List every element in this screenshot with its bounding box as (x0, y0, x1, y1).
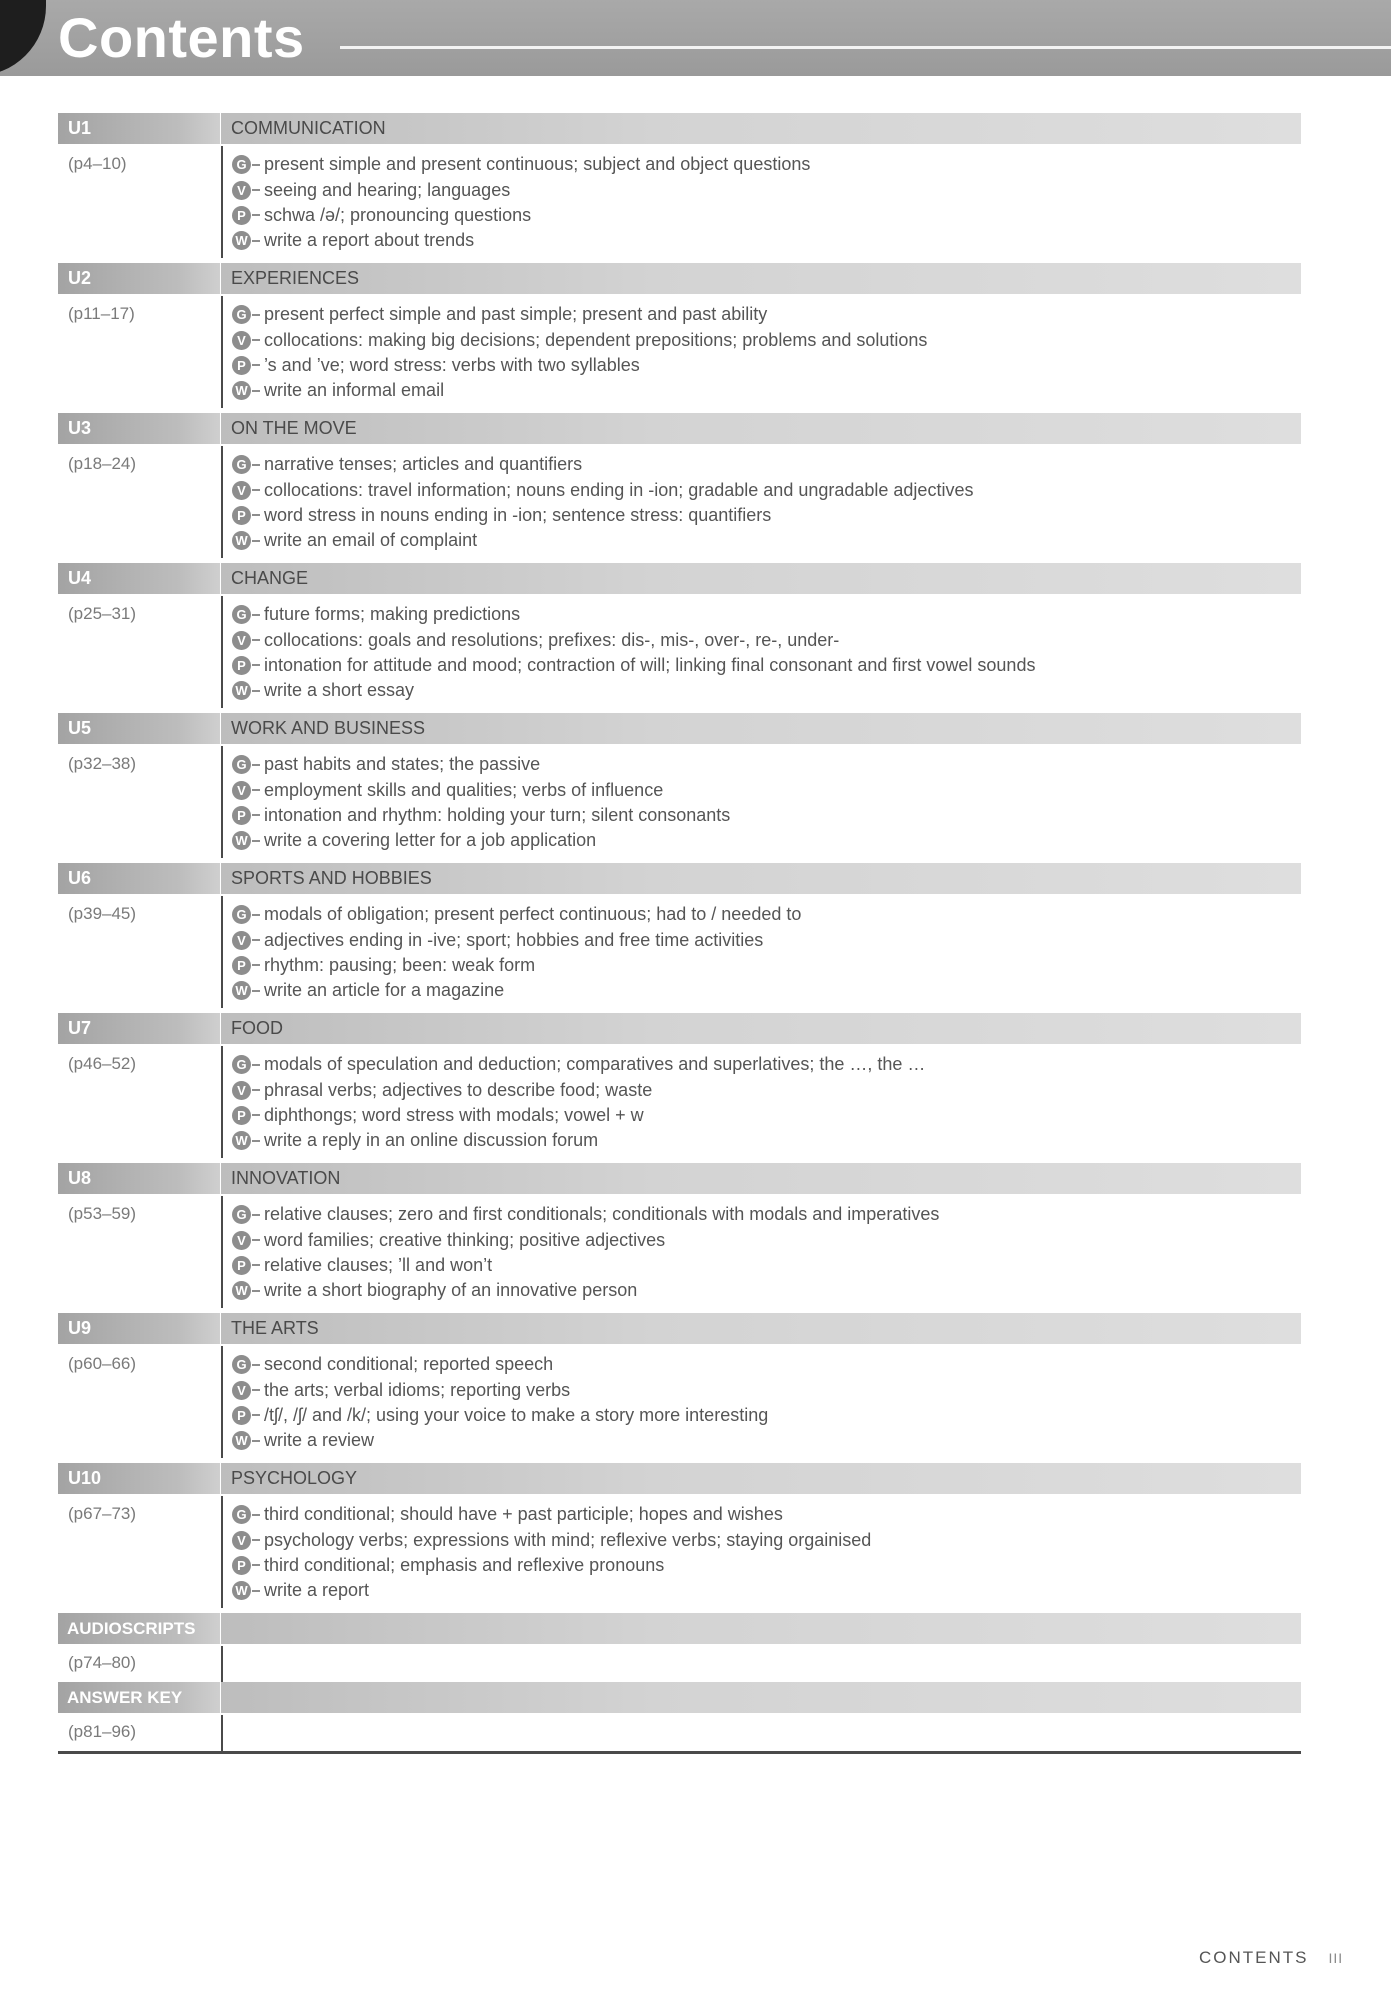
vocabulary-icon (232, 481, 264, 500)
unit-title: COMMUNICATION (221, 113, 1301, 144)
writing-icon (232, 1131, 264, 1150)
pronunciation-icon (232, 1556, 264, 1575)
unit-code: U4 (58, 563, 220, 594)
topic-text: word families; creative thinking; positive adjectives (264, 1229, 666, 1250)
topic-item (232, 1352, 768, 1377)
topic-item (232, 927, 801, 952)
topic-text: modals of obligation; present perfect continuous; had to / needed to (264, 904, 802, 925)
vocabulary-icon (232, 1231, 264, 1250)
topic-item (232, 528, 973, 553)
topic-text: schwa /ə/; pronouncing questions (264, 204, 532, 225)
icon-dash (252, 540, 260, 542)
topic-item (232, 1377, 768, 1402)
topic-text: word stress in nouns ending in -ion; sentence stress: quantifiers (264, 504, 772, 525)
vocabulary-icon (232, 781, 264, 800)
topic-item (232, 803, 730, 828)
vocabulary-icon (232, 1381, 264, 1400)
topic-text: write a review (264, 1430, 375, 1451)
topic-text: psychology verbs; expressions with mind; reflexive verbs; staying orgainised (264, 1529, 872, 1550)
topic-text: collocations: goals and resolutions; prefixes: dis-, mis-, over-, re-, under- (264, 629, 840, 650)
topic-item (232, 203, 810, 228)
icon-dash (252, 214, 260, 216)
unit-divider (221, 446, 223, 558)
icon-letter: V (232, 781, 251, 800)
table-bottom-rule (58, 1751, 1301, 1754)
topic-item (232, 1578, 871, 1603)
topic-item (232, 1052, 925, 1077)
icon-dash (252, 1239, 260, 1241)
pronunciation-icon (232, 656, 264, 675)
unit-items (232, 152, 810, 254)
icon-letter: P (232, 656, 251, 675)
unit-pages: (p11–17) (68, 304, 135, 323)
icon-letter: W (232, 1131, 251, 1150)
grammar-icon (232, 1055, 264, 1074)
pronunciation-icon (232, 506, 264, 525)
topic-item (232, 602, 1035, 627)
topic-item (232, 152, 810, 177)
pronunciation-icon (232, 356, 264, 375)
page-header (0, 0, 1391, 76)
icon-letter: G (232, 155, 251, 174)
icon-dash (252, 189, 260, 191)
icon-dash (252, 1389, 260, 1391)
icon-dash (252, 514, 260, 516)
topic-text: /tʃ/, /ʃ/ and /k/; using your voice to make a story more interesting (264, 1404, 769, 1425)
icon-dash (252, 840, 260, 842)
icon-dash (252, 1564, 260, 1566)
icon-letter: V (232, 931, 251, 950)
unit-divider (221, 146, 223, 258)
topic-text: third conditional; emphasis and reflexive pronouns (264, 1554, 665, 1575)
pronunciation-icon (232, 956, 264, 975)
unit-items (232, 1052, 925, 1154)
writing-icon (232, 1581, 264, 1600)
topic-item (232, 828, 730, 853)
icon-letter: V (232, 181, 251, 200)
header-rule (340, 46, 1391, 49)
unit-pages: (p25–31) (68, 604, 137, 623)
section-pages: (p81–96) (68, 1722, 137, 1741)
topic-text: present perfect simple and past simple; present and past ability (264, 304, 768, 325)
unit-title: FOOD (221, 1013, 1301, 1044)
icon-dash (252, 339, 260, 341)
icon-dash (252, 1514, 260, 1516)
unit-title: PSYCHOLOGY (221, 1463, 1301, 1494)
icon-dash (252, 1114, 260, 1116)
topic-text: rhythm: pausing; been: weak form (264, 954, 536, 975)
grammar-icon (232, 1505, 264, 1524)
icon-letter: G (232, 1355, 251, 1374)
topic-text: write a report (264, 1580, 370, 1601)
unit-title: SPORTS AND HOBBIES (221, 863, 1301, 894)
unit-title: ON THE MOVE (221, 413, 1301, 444)
grammar-icon (232, 1355, 264, 1374)
topic-text: present simple and present continuous; subject and object questions (264, 154, 811, 175)
topic-text: relative clauses; zero and first conditionals; conditionals with modals and imperatives (264, 1204, 940, 1225)
topic-item (232, 1403, 768, 1428)
icon-dash (252, 1414, 260, 1416)
topic-item (232, 1502, 871, 1527)
icon-letter: P (232, 1256, 251, 1275)
icon-letter: V (232, 331, 251, 350)
icon-dash (252, 1440, 260, 1442)
section-row (58, 1682, 1301, 1751)
writing-icon (232, 1281, 264, 1300)
topic-text: write a report about trends (264, 230, 475, 251)
vocabulary-icon (232, 631, 264, 650)
unit-row (58, 1313, 1301, 1463)
topic-text: ’s and ’ve; word stress: verbs with two syllables (264, 354, 640, 375)
section-title-bar (221, 1613, 1301, 1644)
topic-item (232, 1103, 925, 1128)
topic-item (232, 228, 810, 253)
icon-dash (252, 1590, 260, 1592)
icon-letter: W (232, 231, 251, 250)
page-footer (1199, 1948, 1343, 1968)
topic-item (232, 1553, 871, 1578)
section-divider (221, 1715, 223, 1751)
grammar-icon (232, 905, 264, 924)
page-title: Contents (58, 6, 305, 69)
unit-divider (221, 746, 223, 858)
icon-letter: P (232, 506, 251, 525)
topic-item (232, 1077, 925, 1102)
topic-item (232, 653, 1035, 678)
page-number: III (1328, 1950, 1344, 1966)
icon-dash (252, 240, 260, 242)
unit-title: EXPERIENCES (221, 263, 1301, 294)
icon-letter: P (232, 1106, 251, 1125)
icon-dash (252, 1064, 260, 1066)
pronunciation-icon (232, 1406, 264, 1425)
unit-row (58, 713, 1301, 863)
icon-dash (252, 1290, 260, 1292)
icon-dash (252, 789, 260, 791)
writing-icon (232, 531, 264, 550)
unit-code: U6 (58, 863, 220, 894)
unit-title: INNOVATION (221, 1163, 1301, 1194)
icon-dash (252, 1089, 260, 1091)
topic-item (232, 902, 801, 927)
icon-dash (252, 1214, 260, 1216)
icon-letter: P (232, 956, 251, 975)
unit-items (232, 752, 730, 854)
unit-items (232, 302, 927, 404)
topic-text: modals of speculation and deduction; comparatives and superlatives; the …, the … (264, 1054, 926, 1075)
icon-letter: G (232, 305, 251, 324)
unit-items (232, 1502, 871, 1604)
unit-title: CHANGE (221, 563, 1301, 594)
section-code: AUDIOSCRIPTS (58, 1613, 220, 1644)
icon-dash (252, 914, 260, 916)
topic-text: intonation and rhythm: holding your turn; silent consonants (264, 804, 731, 825)
topic-text: write a short biography of an innovative person (264, 1280, 638, 1301)
vocabulary-icon (232, 931, 264, 950)
grammar-icon (232, 305, 264, 324)
grammar-icon (232, 455, 264, 474)
topic-text: collocations: making big decisions; dependent prepositions; problems and solutions (264, 329, 928, 350)
unit-row (58, 1463, 1301, 1613)
icon-letter: G (232, 1505, 251, 1524)
footer-label: CONTENTS (1199, 1948, 1309, 1967)
icon-dash (252, 1264, 260, 1266)
pronunciation-icon (232, 1256, 264, 1275)
unit-divider (221, 596, 223, 708)
topic-text: write an informal email (264, 380, 445, 401)
unit-row (58, 263, 1301, 413)
unit-pages: (p4–10) (68, 154, 127, 173)
topic-text: employment skills and qualities; verbs of influence (264, 779, 664, 800)
icon-dash (252, 690, 260, 692)
section-code: ANSWER KEY (58, 1682, 220, 1713)
topic-text: the arts; verbal idioms; reporting verbs (264, 1379, 571, 1400)
section-pages: (p74–80) (68, 1653, 137, 1672)
unit-items (232, 602, 1035, 704)
grammar-icon (232, 605, 264, 624)
unit-items (232, 902, 801, 1004)
unit-code: U9 (58, 1313, 220, 1344)
unit-row (58, 863, 1301, 1013)
icon-dash (252, 364, 260, 366)
icon-letter: V (232, 1231, 251, 1250)
icon-letter: V (232, 1081, 251, 1100)
grammar-icon (232, 755, 264, 774)
topic-text: relative clauses; ’ll and won’t (264, 1254, 493, 1275)
topic-text: write an email of complaint (264, 530, 478, 551)
unit-pages: (p18–24) (68, 454, 137, 473)
icon-letter: G (232, 905, 251, 924)
topic-text: intonation for attitude and mood; contraction of will; linking final consonant and first vowel sounds (264, 654, 1036, 675)
unit-divider (221, 896, 223, 1008)
topic-item (232, 477, 973, 502)
unit-pages: (p32–38) (68, 754, 137, 773)
topic-text: write a reply in an online discussion forum (264, 1130, 599, 1151)
unit-row (58, 563, 1301, 713)
pronunciation-icon (232, 806, 264, 825)
unit-items (232, 1202, 939, 1304)
topic-item (232, 777, 730, 802)
topic-item (232, 353, 927, 378)
icon-dash (252, 939, 260, 941)
grammar-icon (232, 1205, 264, 1224)
icon-dash (252, 164, 260, 166)
topic-text: write an article for a magazine (264, 980, 505, 1001)
unit-title: THE ARTS (221, 1313, 1301, 1344)
unit-pages: (p60–66) (68, 1354, 137, 1373)
icon-letter: G (232, 1055, 251, 1074)
topic-item (232, 678, 1035, 703)
icon-letter: W (232, 681, 251, 700)
unit-divider (221, 1496, 223, 1608)
topic-item (232, 1428, 768, 1453)
icon-dash (252, 489, 260, 491)
contents-table (58, 113, 1301, 1751)
topic-text: diphthongs; word stress with modals; vowel + w (264, 1104, 644, 1125)
vocabulary-icon (232, 331, 264, 350)
icon-dash (252, 1140, 260, 1142)
icon-letter: P (232, 1556, 251, 1575)
unit-pages: (p67–73) (68, 1504, 137, 1523)
topic-item (232, 1253, 939, 1278)
icon-dash (252, 314, 260, 316)
writing-icon (232, 981, 264, 1000)
unit-row (58, 113, 1301, 263)
icon-dash (252, 990, 260, 992)
section-divider (221, 1646, 223, 1682)
icon-letter: W (232, 1431, 251, 1450)
icon-dash (252, 814, 260, 816)
icon-dash (252, 639, 260, 641)
icon-dash (252, 664, 260, 666)
icon-letter: W (232, 531, 251, 550)
icon-letter: P (232, 206, 251, 225)
writing-icon (232, 231, 264, 250)
writing-icon (232, 381, 264, 400)
unit-code: U7 (58, 1013, 220, 1044)
section-title-bar (221, 1682, 1301, 1713)
unit-code: U5 (58, 713, 220, 744)
unit-divider (221, 1346, 223, 1458)
topic-text: write a covering letter for a job application (264, 830, 597, 851)
icon-letter: V (232, 1381, 251, 1400)
icon-letter: G (232, 455, 251, 474)
icon-letter: W (232, 981, 251, 1000)
grammar-icon (232, 155, 264, 174)
unit-title: WORK AND BUSINESS (221, 713, 1301, 744)
unit-pages: (p46–52) (68, 1054, 137, 1073)
writing-icon (232, 1431, 264, 1450)
unit-divider (221, 1046, 223, 1158)
pronunciation-icon (232, 1106, 264, 1125)
header-curve-decoration (0, 0, 46, 76)
topic-item (232, 1527, 871, 1552)
unit-code: U8 (58, 1163, 220, 1194)
icon-dash (252, 390, 260, 392)
pronunciation-icon (232, 206, 264, 225)
icon-dash (252, 964, 260, 966)
unit-code: U2 (58, 263, 220, 294)
unit-divider (221, 296, 223, 408)
unit-row (58, 1013, 1301, 1163)
unit-code: U3 (58, 413, 220, 444)
unit-items (232, 452, 973, 554)
icon-letter: V (232, 481, 251, 500)
topic-item (232, 1202, 939, 1227)
icon-letter: W (232, 1281, 251, 1300)
icon-dash (252, 464, 260, 466)
topic-item (232, 1128, 925, 1153)
unit-code: U1 (58, 113, 220, 144)
topic-item (232, 503, 973, 528)
topic-text: adjectives ending in -ive; sport; hobbies and free time activities (264, 929, 764, 950)
unit-row (58, 413, 1301, 563)
unit-row (58, 1163, 1301, 1313)
topic-text: past habits and states; the passive (264, 754, 541, 775)
writing-icon (232, 831, 264, 850)
topic-item (232, 953, 801, 978)
topic-text: phrasal verbs; adjectives to describe food; waste (264, 1079, 653, 1100)
topic-text: second conditional; reported speech (264, 1354, 554, 1375)
icon-dash (252, 1539, 260, 1541)
icon-letter: G (232, 605, 251, 624)
topic-item (232, 1278, 939, 1303)
unit-divider (221, 1196, 223, 1308)
vocabulary-icon (232, 1081, 264, 1100)
icon-letter: P (232, 806, 251, 825)
topic-text: seeing and hearing; languages (264, 179, 511, 200)
topic-item (232, 752, 730, 777)
vocabulary-icon (232, 1531, 264, 1550)
section-row (58, 1613, 1301, 1682)
topic-item (232, 1227, 939, 1252)
topic-text: write a short essay (264, 680, 415, 701)
writing-icon (232, 681, 264, 700)
unit-code: U10 (58, 1463, 220, 1494)
topic-item (232, 378, 927, 403)
icon-letter: W (232, 381, 251, 400)
icon-letter: W (232, 831, 251, 850)
unit-pages: (p53–59) (68, 1204, 137, 1223)
unit-items (232, 1352, 768, 1454)
topic-text: future forms; making predictions (264, 604, 521, 625)
topic-text: collocations: travel information; nouns ending in -ion; gradable and ungradable adjectives (264, 479, 974, 500)
topic-text: third conditional; should have + past participle; hopes and wishes (264, 1504, 783, 1525)
topic-item (232, 327, 927, 352)
topic-item (232, 177, 810, 202)
icon-dash (252, 764, 260, 766)
icon-letter: W (232, 1581, 251, 1600)
unit-pages: (p39–45) (68, 904, 137, 923)
icon-letter: V (232, 1531, 251, 1550)
topic-item (232, 452, 973, 477)
icon-letter: P (232, 1406, 251, 1425)
icon-letter: P (232, 356, 251, 375)
topic-item (232, 627, 1035, 652)
topic-item (232, 978, 801, 1003)
icon-dash (252, 1364, 260, 1366)
topic-text: narrative tenses; articles and quantifiers (264, 454, 583, 475)
icon-letter: G (232, 755, 251, 774)
icon-letter: G (232, 1205, 251, 1224)
icon-dash (252, 614, 260, 616)
topic-item (232, 302, 927, 327)
vocabulary-icon (232, 181, 264, 200)
icon-letter: V (232, 631, 251, 650)
